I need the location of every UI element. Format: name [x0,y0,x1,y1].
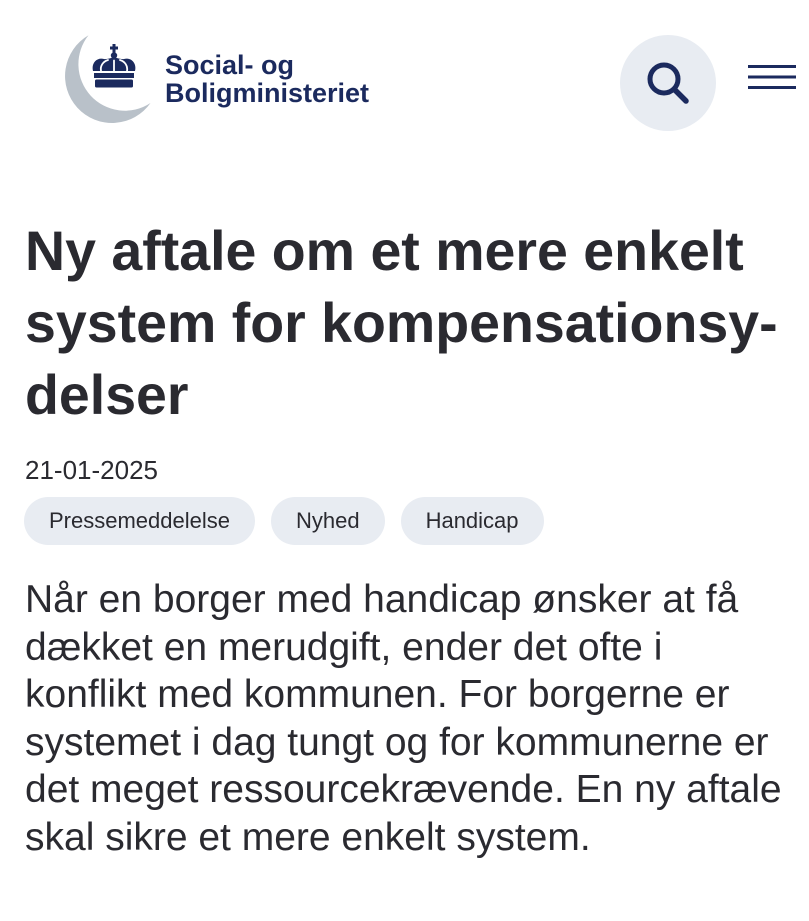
search-icon-handle [675,90,687,102]
article-title [25,215,778,431]
article-lead-line: konflikt med kommunen. For borgerne er [25,673,730,717]
article-lead-line: dækket en merudgift, ender det ofte i [25,625,663,669]
search-icon [620,35,716,131]
crown-logo-icon [0,0,160,130]
article-lead-line: skal sikre et mere enkelt system. [25,815,591,859]
site-header [0,0,809,150]
ministry-name [165,51,369,107]
crown-cross-horizontal [110,47,118,50]
menu-icon-line-top [748,65,796,68]
article-lead-line: systemet i dag tungt og for kommunerne er [25,720,769,764]
tag-nyhed[interactable]: Nyhed [271,497,385,545]
crown-band [94,73,134,78]
article-date: 21-01-2025 [25,455,158,485]
article-title-line: system for kompensationsy- [25,292,778,354]
crown-base [95,80,133,88]
menu-button[interactable] [746,62,798,92]
search-button[interactable] [620,35,716,131]
article-lead-line: det meget ressourcekrævende. En ny aftale [25,768,782,812]
tag-handicap[interactable]: Handicap [401,497,544,545]
logo-crescent-arc [65,35,150,123]
ministry-name-line-2: Boligministeriet [165,78,370,108]
tag-pressemeddelelse[interactable]: Pressemeddelelse [24,497,255,545]
article-lead-line: Når en borger med handicap ønsker at få [25,578,739,621]
article-title-line: delser [25,364,189,426]
article-tags [24,497,544,545]
crown-shape [93,44,136,88]
article-lead [25,576,782,862]
menu-icon-line-middle [748,76,796,79]
ministry-logo-link[interactable] [0,0,400,130]
menu-icon-line-bottom [748,86,796,89]
article-title-line: Ny aftale om et mere enkelt [25,220,744,282]
hamburger-menu-icon [746,62,798,92]
ministry-name-line-1: Social- og [165,50,295,80]
